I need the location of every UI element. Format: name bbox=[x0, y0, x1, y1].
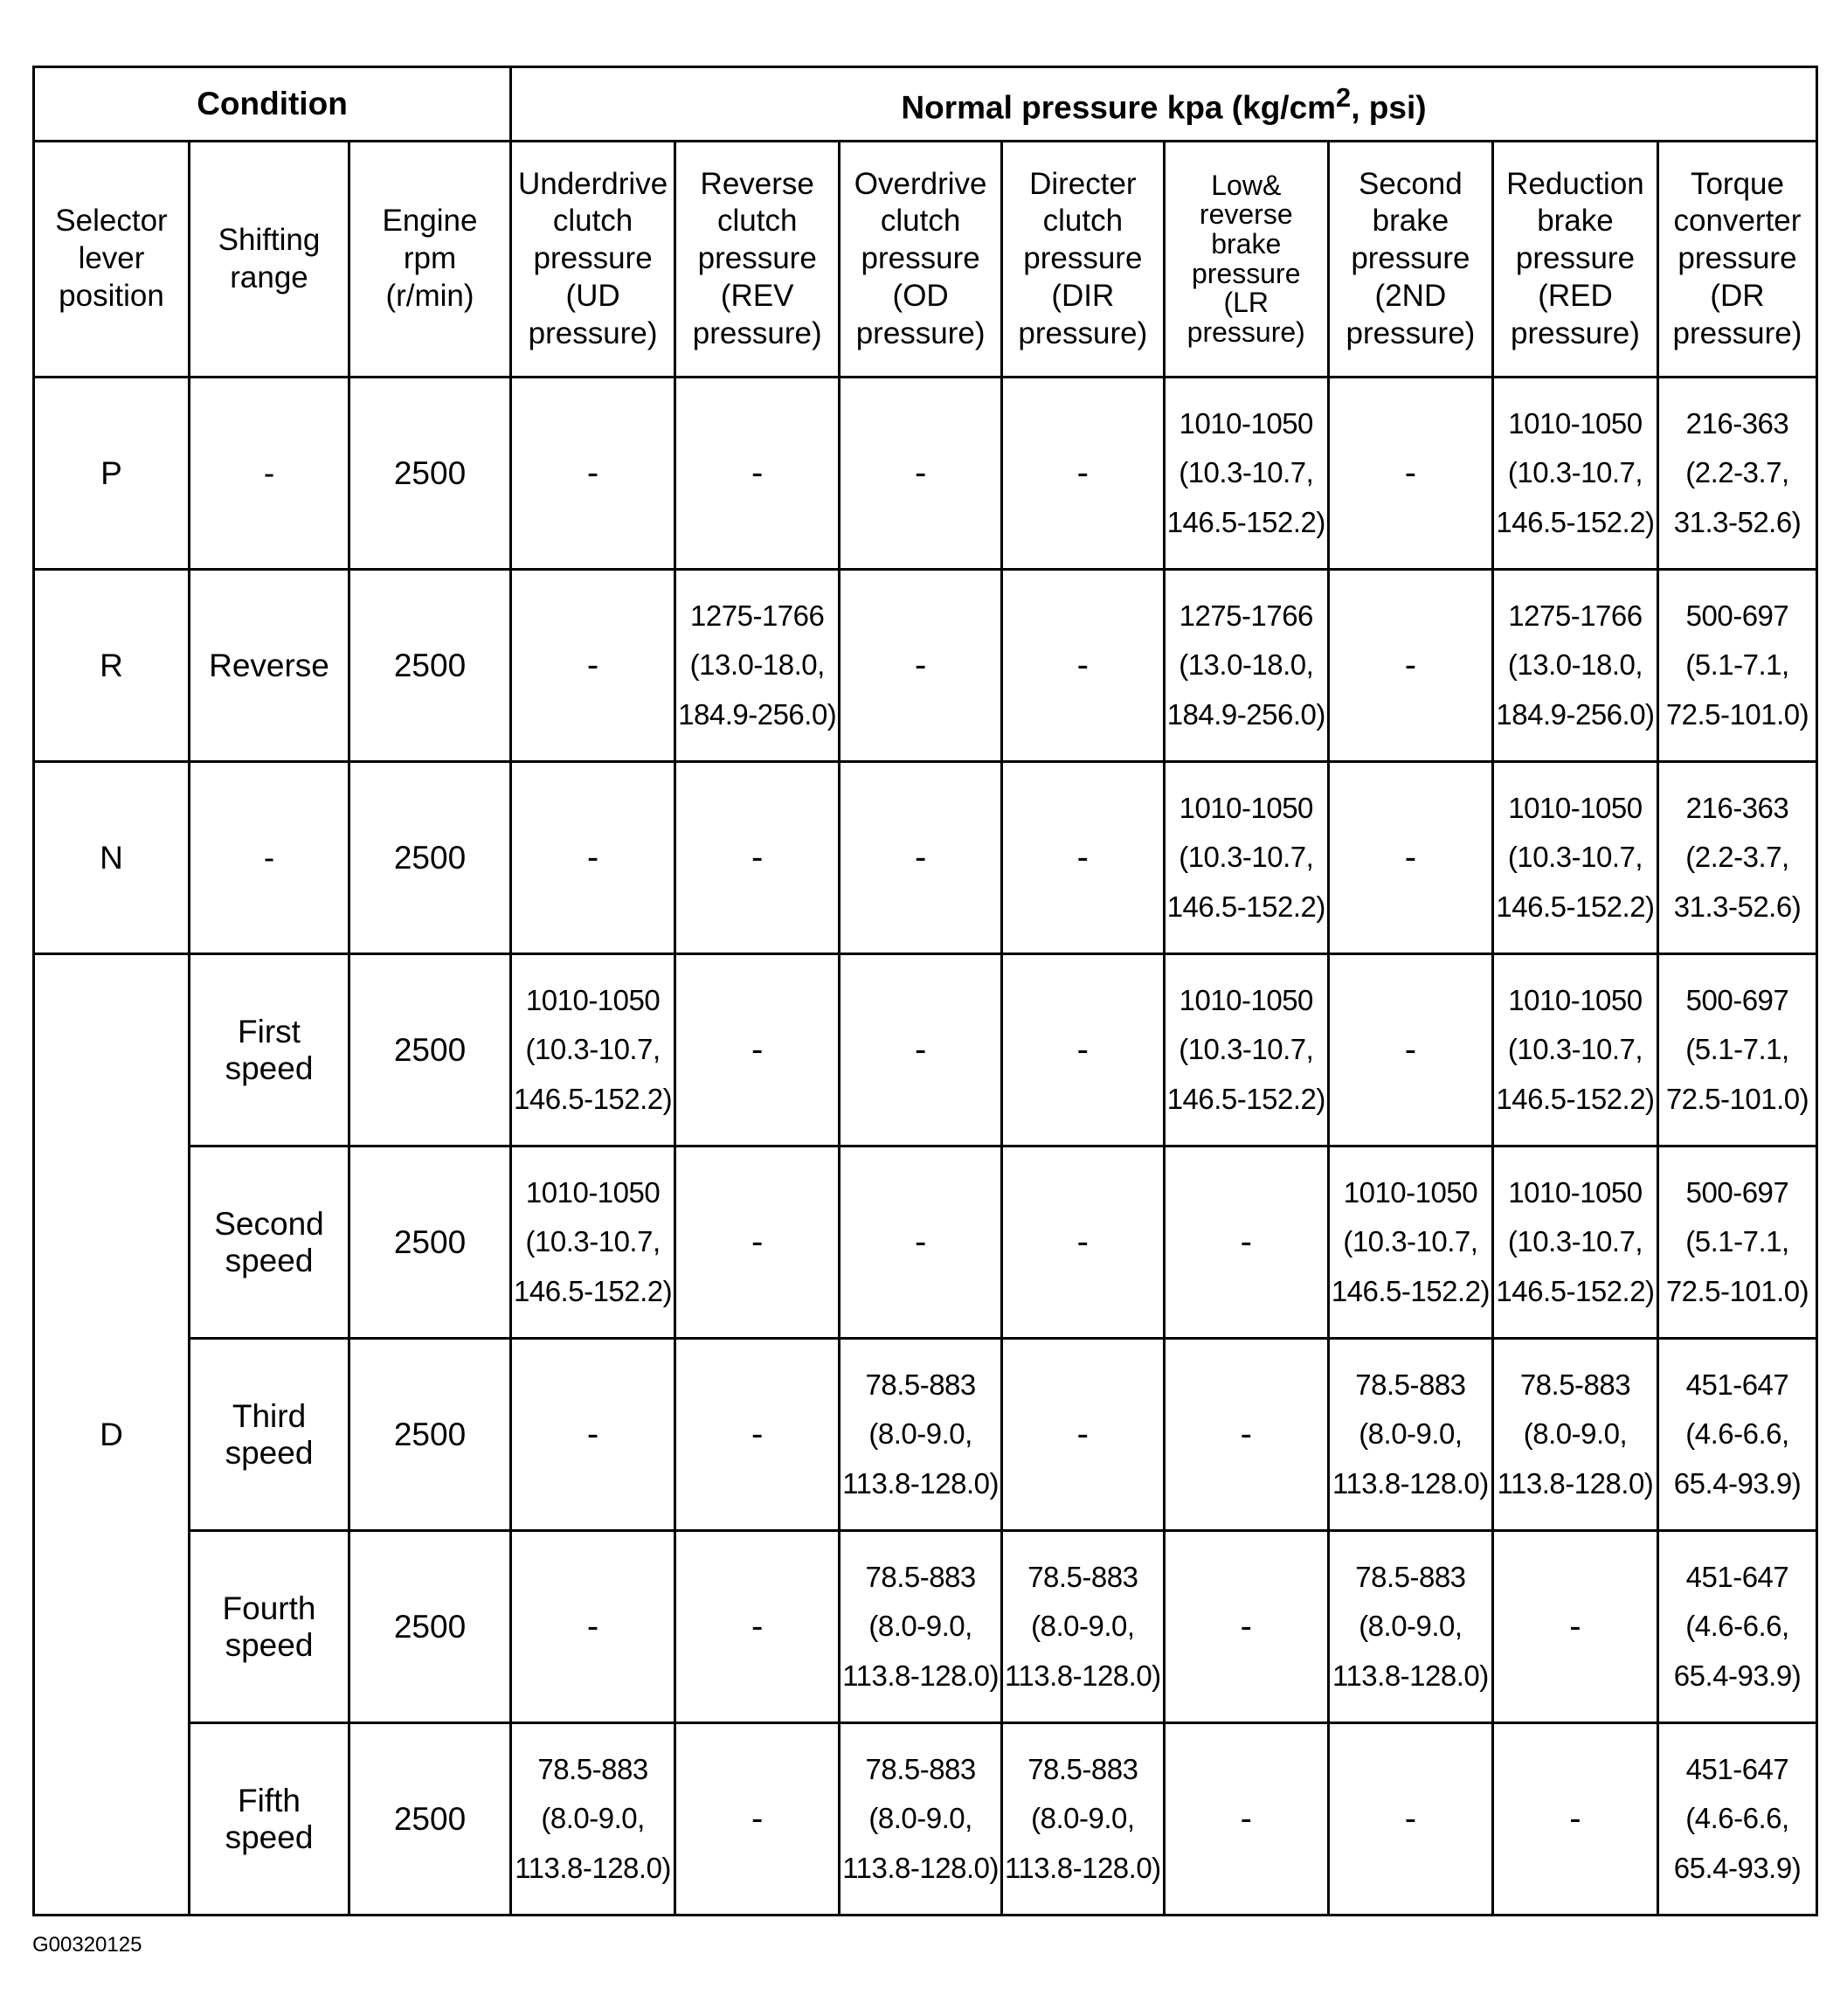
pressure-cell-od bbox=[840, 1147, 1002, 1339]
cell-line: (2ND bbox=[1374, 278, 1447, 313]
column-header-lr bbox=[1164, 142, 1328, 378]
cell-line: pressure) bbox=[1511, 315, 1640, 350]
pressure-cell-red bbox=[1492, 954, 1657, 1147]
engine-rpm-cell: 2500 bbox=[349, 570, 511, 762]
selector-cell: D bbox=[34, 954, 190, 1916]
cell-line: clutch bbox=[552, 204, 633, 239]
cell-line: 78.5-883 bbox=[1519, 1368, 1631, 1402]
cell-line: (10.3-10.7, bbox=[1179, 456, 1314, 489]
cell-line: - bbox=[263, 454, 275, 491]
cell-line: 78.5-883 bbox=[865, 1368, 976, 1402]
pressure-cell-red bbox=[1492, 378, 1657, 570]
column-header-dr bbox=[1657, 142, 1816, 378]
shifting-range-cell bbox=[190, 762, 349, 954]
cell-line: (2.2-3.7, bbox=[1685, 456, 1789, 489]
engine-rpm-cell: 2500 bbox=[349, 378, 511, 570]
cell-line: 146.5-152.2) bbox=[1166, 1082, 1325, 1115]
pressure-cell-lr bbox=[1164, 1339, 1328, 1531]
cell-line: 184.9-256.0) bbox=[1166, 697, 1325, 731]
shifting-range-cell bbox=[190, 1531, 349, 1723]
cell-line: Selector bbox=[55, 204, 168, 239]
cell-line: 113.8-128.0) bbox=[515, 1851, 671, 1884]
engine-rpm-cell: 2500 bbox=[349, 954, 511, 1147]
cell-line: (4.6-6.6, bbox=[1685, 1417, 1789, 1451]
cell-line: - bbox=[914, 1030, 927, 1069]
pressure-cell-second bbox=[1328, 378, 1492, 570]
cell-line: - bbox=[1240, 1607, 1252, 1645]
normal-pressure-superscript: 2 bbox=[1336, 81, 1352, 113]
cell-line: - bbox=[751, 1223, 764, 1261]
cell-line: First bbox=[238, 1013, 301, 1050]
engine-rpm-cell: 2500 bbox=[349, 1147, 511, 1339]
shifting-range-cell bbox=[190, 378, 349, 570]
cell-line: - bbox=[263, 839, 275, 876]
pressure-cell-second bbox=[1328, 570, 1492, 762]
table-row bbox=[34, 1531, 1817, 1723]
pressure-cell-od bbox=[840, 1531, 1002, 1723]
cell-line: pressure bbox=[1678, 241, 1797, 276]
cell-line: speed bbox=[225, 1626, 314, 1663]
cell-line: - bbox=[1076, 1223, 1089, 1261]
cell-line: Fourth bbox=[222, 1590, 316, 1626]
cell-line: pressure bbox=[1351, 241, 1470, 276]
shifting-range-cell bbox=[190, 1723, 349, 1916]
pressure-cell-lr bbox=[1164, 378, 1328, 570]
cell-line: 78.5-883 bbox=[1027, 1753, 1138, 1786]
selector-cell: N bbox=[34, 762, 190, 954]
pressure-cell-ud bbox=[511, 1339, 675, 1531]
cell-line: 146.5-152.2) bbox=[514, 1082, 673, 1115]
cell-line: (8.0-9.0, bbox=[1359, 1610, 1463, 1643]
shifting-range-cell bbox=[190, 1147, 349, 1339]
cell-line: pressure) bbox=[1345, 315, 1476, 350]
cell-line: 113.8-128.0) bbox=[1004, 1851, 1161, 1884]
pressure-cell-second bbox=[1328, 1147, 1492, 1339]
cell-line: clutch bbox=[716, 204, 798, 239]
pressure-table bbox=[32, 66, 1818, 1916]
pressure-cell-red bbox=[1492, 1723, 1657, 1916]
cell-line: (8.0-9.0, bbox=[541, 1802, 645, 1835]
cell-line: 1275-1766 bbox=[1508, 599, 1643, 633]
table-row bbox=[34, 954, 1817, 1147]
cell-line: 1010-1050 bbox=[525, 1176, 661, 1209]
cell-line: 216-363 bbox=[1685, 792, 1789, 825]
cell-line: Underdrive bbox=[517, 166, 668, 201]
pressure-cell-second bbox=[1328, 954, 1492, 1147]
cell-line: (REV bbox=[720, 278, 794, 313]
cell-line: 1275-1766 bbox=[690, 599, 825, 633]
cell-line: speed bbox=[225, 1434, 314, 1471]
cell-line: (r/min) bbox=[385, 278, 474, 313]
column-header-second bbox=[1328, 142, 1492, 378]
column-header-rev bbox=[675, 142, 840, 378]
pressure-cell-rev bbox=[675, 1339, 840, 1531]
cell-line: - bbox=[1076, 646, 1089, 684]
cell-line: (5.1-7.1, bbox=[1685, 1225, 1789, 1258]
cell-line: (5.1-7.1, bbox=[1685, 1033, 1789, 1066]
cell-line: (DIR bbox=[1051, 278, 1115, 313]
cell-line: (UD bbox=[565, 278, 620, 313]
cell-line: (4.6-6.6, bbox=[1685, 1610, 1789, 1643]
normal-pressure-prefix: Normal pressure kpa (kg/cm bbox=[901, 89, 1337, 126]
cell-line: Second bbox=[1359, 166, 1463, 201]
cell-line: - bbox=[586, 646, 599, 684]
table-row bbox=[34, 1147, 1817, 1339]
cell-line: 146.5-152.2) bbox=[1166, 505, 1325, 538]
cell-line: (8.0-9.0, bbox=[868, 1610, 972, 1643]
cell-line: 146.5-152.2) bbox=[1496, 1274, 1655, 1307]
pressure-cell-lr bbox=[1164, 954, 1328, 1147]
cell-line: Torque bbox=[1690, 166, 1784, 201]
pressure-cell-dr bbox=[1657, 570, 1816, 762]
cell-line: - bbox=[751, 454, 764, 492]
column-header-dir bbox=[1001, 142, 1164, 378]
pressure-cell-lr bbox=[1164, 1147, 1328, 1339]
cell-line: 146.5-152.2) bbox=[1166, 890, 1325, 923]
pressure-cell-ud bbox=[511, 954, 675, 1147]
cell-line: - bbox=[914, 1223, 927, 1261]
column-header-row bbox=[34, 142, 1817, 378]
pressure-cell-dr bbox=[1657, 954, 1816, 1147]
cell-line: 184.9-256.0) bbox=[1496, 697, 1655, 731]
cell-line: 500-697 bbox=[1685, 1176, 1789, 1209]
cell-line: 78.5-883 bbox=[537, 1753, 648, 1786]
pressure-cell-dir bbox=[1001, 1723, 1164, 1916]
cell-line: - bbox=[914, 646, 927, 684]
cell-line: 31.3-52.6) bbox=[1673, 505, 1802, 538]
cell-line: pressure bbox=[1515, 241, 1636, 276]
cell-line: 65.4-93.9) bbox=[1673, 1851, 1802, 1884]
engine-rpm-cell: 2500 bbox=[349, 762, 511, 954]
cell-line: 113.8-128.0) bbox=[1332, 1466, 1489, 1500]
cell-line: 451-647 bbox=[1685, 1561, 1789, 1594]
pressure-cell-red bbox=[1492, 1339, 1657, 1531]
cell-line: (8.0-9.0, bbox=[1523, 1417, 1628, 1451]
cell-line: - bbox=[1404, 454, 1417, 492]
cell-line: (LR bbox=[1223, 287, 1269, 319]
cell-line: brake bbox=[1211, 227, 1282, 260]
pressure-cell-rev bbox=[675, 1147, 840, 1339]
cell-line: 78.5-883 bbox=[865, 1561, 976, 1594]
normal-pressure-header bbox=[511, 67, 1817, 142]
column-header-rpm bbox=[349, 142, 511, 378]
cell-line: Reduction bbox=[1506, 166, 1644, 201]
cell-line: (8.0-9.0, bbox=[1031, 1802, 1135, 1835]
pressure-cell-lr bbox=[1164, 1531, 1328, 1723]
pressure-cell-red bbox=[1492, 570, 1657, 762]
cell-line: pressure) bbox=[692, 315, 822, 350]
cell-line: (13.0-18.0, bbox=[689, 648, 825, 682]
pressure-cell-od bbox=[840, 1723, 1002, 1916]
cell-line: (5.1-7.1, bbox=[1685, 648, 1789, 682]
cell-line: - bbox=[1240, 1223, 1252, 1261]
cell-line: - bbox=[586, 454, 599, 492]
cell-line: 78.5-883 bbox=[1355, 1368, 1466, 1402]
cell-line: 113.8-128.0) bbox=[1004, 1659, 1161, 1692]
pressure-cell-ud bbox=[511, 1147, 675, 1339]
pressure-cell-dr bbox=[1657, 1531, 1816, 1723]
pressure-cell-dr bbox=[1657, 762, 1816, 954]
cell-line: (8.0-9.0, bbox=[868, 1802, 972, 1835]
cell-line: converter bbox=[1673, 204, 1802, 239]
cell-line: - bbox=[914, 454, 927, 492]
table-row bbox=[34, 1339, 1817, 1531]
pressure-cell-rev bbox=[675, 1531, 840, 1723]
pressure-cell-second bbox=[1328, 1531, 1492, 1723]
cell-line: pressure bbox=[533, 241, 653, 276]
cell-line: Shifting bbox=[218, 222, 321, 257]
cell-line: (4.6-6.6, bbox=[1685, 1802, 1789, 1835]
pressure-cell-rev bbox=[675, 762, 840, 954]
column-header-selector bbox=[34, 142, 190, 378]
pressure-cell-od bbox=[840, 1339, 1002, 1531]
cell-line: position bbox=[59, 278, 164, 313]
cell-line: (13.0-18.0, bbox=[1179, 648, 1314, 682]
cell-line: 78.5-883 bbox=[1355, 1561, 1466, 1594]
cell-line: 451-647 bbox=[1685, 1753, 1789, 1786]
cell-line: - bbox=[1240, 1799, 1252, 1838]
pressure-cell-dir bbox=[1001, 378, 1164, 570]
cell-line: 113.8-128.0) bbox=[1497, 1466, 1654, 1500]
selector-cell: R bbox=[34, 570, 190, 762]
pressure-cell-second bbox=[1328, 762, 1492, 954]
pressure-cell-red bbox=[1492, 1531, 1657, 1723]
cell-line: 1010-1050 bbox=[1179, 984, 1313, 1017]
cell-line: 1275-1766 bbox=[1179, 599, 1313, 633]
cell-line: (10.3-10.7, bbox=[1507, 456, 1643, 489]
pressure-cell-dr bbox=[1657, 378, 1816, 570]
cell-line: 72.5-101.0) bbox=[1665, 697, 1809, 731]
cell-line: (DR bbox=[1710, 278, 1765, 313]
pressure-cell-ud bbox=[511, 570, 675, 762]
cell-line: clutch bbox=[1042, 204, 1124, 239]
pressure-cell-lr bbox=[1164, 762, 1328, 954]
cell-line: - bbox=[586, 838, 599, 876]
pressure-cell-second bbox=[1328, 1723, 1492, 1916]
pressure-cell-dr bbox=[1657, 1147, 1816, 1339]
cell-line: - bbox=[1569, 1607, 1581, 1645]
cell-line: 113.8-128.0) bbox=[842, 1659, 999, 1692]
pressure-cell-dir bbox=[1001, 1531, 1164, 1723]
engine-rpm-cell: 2500 bbox=[349, 1531, 511, 1723]
pressure-cell-dir bbox=[1001, 1147, 1164, 1339]
cell-line: speed bbox=[225, 1242, 314, 1278]
cell-line: Overdrive bbox=[854, 166, 987, 201]
cell-line: - bbox=[1076, 454, 1089, 492]
cell-line: 78.5-883 bbox=[1027, 1561, 1138, 1594]
cell-line: - bbox=[751, 1030, 764, 1069]
table-body bbox=[34, 378, 1817, 1916]
pressure-cell-ud bbox=[511, 1531, 675, 1723]
cell-line: 500-697 bbox=[1685, 599, 1789, 633]
pressure-cell-dir bbox=[1001, 1339, 1164, 1531]
cell-line: 1010-1050 bbox=[1508, 407, 1643, 440]
cell-line: - bbox=[1404, 838, 1417, 876]
cell-line: pressure bbox=[861, 241, 980, 276]
cell-line: (10.3-10.7, bbox=[1507, 1033, 1643, 1066]
cell-line: - bbox=[914, 838, 927, 876]
pressure-cell-lr bbox=[1164, 570, 1328, 762]
engine-rpm-cell: 2500 bbox=[349, 1339, 511, 1531]
cell-line: Directer bbox=[1029, 166, 1137, 201]
cell-line: rpm bbox=[403, 241, 457, 276]
cell-line: pressure bbox=[1023, 241, 1143, 276]
pressure-cell-od bbox=[840, 954, 1002, 1147]
cell-line: - bbox=[751, 838, 764, 876]
cell-line: - bbox=[586, 1607, 599, 1645]
cell-line: 216-363 bbox=[1685, 407, 1789, 440]
cell-line: (10.3-10.7, bbox=[1179, 841, 1314, 874]
pressure-cell-od bbox=[840, 570, 1002, 762]
pressure-cell-dir bbox=[1001, 762, 1164, 954]
table-row bbox=[34, 1723, 1817, 1916]
table-row bbox=[34, 378, 1817, 570]
cell-line: pressure) bbox=[855, 315, 986, 350]
cell-line: - bbox=[751, 1415, 764, 1453]
cell-line: lever bbox=[78, 241, 145, 276]
cell-line: Reverse bbox=[209, 647, 329, 683]
cell-line: - bbox=[1404, 1030, 1417, 1069]
cell-line: (10.3-10.7, bbox=[525, 1033, 661, 1066]
cell-line: range bbox=[230, 260, 308, 294]
cell-line: - bbox=[1076, 838, 1089, 876]
cell-line: 146.5-152.2) bbox=[1496, 1082, 1655, 1115]
cell-line: (8.0-9.0, bbox=[1031, 1610, 1135, 1643]
cell-line: (10.3-10.7, bbox=[1507, 841, 1643, 874]
cell-line: (2.2-3.7, bbox=[1685, 841, 1789, 874]
cell-line: - bbox=[1569, 1799, 1581, 1838]
cell-line: 1010-1050 bbox=[1343, 1176, 1478, 1209]
cell-line: 184.9-256.0) bbox=[678, 697, 837, 731]
condition-header: Condition bbox=[34, 67, 511, 142]
cell-line: (10.3-10.7, bbox=[1179, 1033, 1314, 1066]
cell-line: 451-647 bbox=[1685, 1368, 1789, 1402]
cell-line: pressure bbox=[1192, 257, 1301, 289]
cell-line: (8.0-9.0, bbox=[1359, 1417, 1463, 1451]
cell-line: 31.3-52.6) bbox=[1673, 890, 1802, 923]
cell-line: (10.3-10.7, bbox=[1343, 1225, 1478, 1258]
cell-line: - bbox=[751, 1799, 764, 1838]
column-header-red bbox=[1492, 142, 1657, 378]
cell-line: pressure) bbox=[1672, 315, 1802, 350]
cell-line: brake bbox=[1537, 204, 1614, 239]
selector-cell: P bbox=[34, 378, 190, 570]
pressure-cell-ud bbox=[511, 762, 675, 954]
cell-line: 1010-1050 bbox=[1508, 984, 1643, 1017]
pressure-cell-red bbox=[1492, 762, 1657, 954]
cell-line: brake bbox=[1372, 204, 1449, 239]
cell-line: 78.5-883 bbox=[865, 1753, 976, 1786]
cell-line: 1010-1050 bbox=[1508, 1176, 1643, 1209]
pressure-cell-red bbox=[1492, 1147, 1657, 1339]
cell-line: Third bbox=[232, 1397, 307, 1434]
pressure-cell-ud bbox=[511, 1723, 675, 1916]
pressure-cell-dir bbox=[1001, 570, 1164, 762]
figure-code: G00320125 bbox=[32, 1933, 142, 1957]
cell-line: (10.3-10.7, bbox=[1507, 1225, 1643, 1258]
cell-line: Fifth bbox=[238, 1782, 301, 1819]
cell-line: 113.8-128.0) bbox=[842, 1851, 999, 1884]
cell-line: - bbox=[586, 1415, 599, 1453]
cell-line: (OD bbox=[892, 278, 949, 313]
pressure-cell-rev bbox=[675, 954, 840, 1147]
cell-line: reverse bbox=[1199, 198, 1293, 231]
cell-line: 72.5-101.0) bbox=[1665, 1082, 1809, 1115]
cell-line: 65.4-93.9) bbox=[1673, 1659, 1802, 1692]
cell-line: 146.5-152.2) bbox=[1496, 505, 1655, 538]
cell-line: 1010-1050 bbox=[1179, 792, 1313, 825]
pressure-cell-rev bbox=[675, 570, 840, 762]
cell-line: 1010-1050 bbox=[1179, 407, 1313, 440]
cell-line: 72.5-101.0) bbox=[1665, 1274, 1809, 1307]
cell-line: Low& bbox=[1211, 169, 1282, 201]
cell-line: (RED bbox=[1538, 278, 1613, 313]
cell-line: pressure) bbox=[1018, 315, 1148, 350]
engine-rpm-cell: 2500 bbox=[349, 1723, 511, 1916]
cell-line: speed bbox=[225, 1819, 314, 1855]
cell-line: - bbox=[1404, 646, 1417, 684]
pressure-cell-rev bbox=[675, 1723, 840, 1916]
cell-line: clutch bbox=[880, 204, 961, 239]
pressure-cell-dir bbox=[1001, 954, 1164, 1147]
cell-line: - bbox=[1404, 1799, 1417, 1838]
shifting-range-cell bbox=[190, 1339, 349, 1531]
cell-line: speed bbox=[225, 1050, 314, 1086]
pressure-cell-ud bbox=[511, 378, 675, 570]
cell-line: 113.8-128.0) bbox=[1332, 1659, 1489, 1692]
cell-line: 146.5-152.2) bbox=[1496, 890, 1655, 923]
shifting-range-cell bbox=[190, 570, 349, 762]
normal-pressure-suffix: , psi) bbox=[1351, 89, 1427, 126]
table-row bbox=[34, 762, 1817, 954]
cell-line: Second bbox=[214, 1205, 324, 1242]
table-row bbox=[34, 570, 1817, 762]
cell-line: pressure) bbox=[1186, 315, 1305, 348]
cell-line: Engine bbox=[382, 204, 478, 239]
column-header-range bbox=[190, 142, 349, 378]
cell-line: 113.8-128.0) bbox=[842, 1466, 999, 1500]
cell-line: 146.5-152.2) bbox=[1331, 1274, 1490, 1307]
pressure-cell-dr bbox=[1657, 1339, 1816, 1531]
shifting-range-cell bbox=[190, 954, 349, 1147]
cell-line: pressure bbox=[697, 241, 817, 276]
cell-line: 500-697 bbox=[1685, 984, 1789, 1017]
pressure-cell-od bbox=[840, 762, 1002, 954]
cell-line: 146.5-152.2) bbox=[514, 1274, 673, 1307]
cell-line: - bbox=[751, 1607, 764, 1645]
cell-line: 1010-1050 bbox=[525, 984, 661, 1017]
cell-line: (13.0-18.0, bbox=[1507, 648, 1643, 682]
column-header-od bbox=[840, 142, 1002, 378]
cell-line: 1010-1050 bbox=[1508, 792, 1643, 825]
cell-line: - bbox=[1240, 1415, 1252, 1453]
cell-line: (10.3-10.7, bbox=[525, 1225, 661, 1258]
cell-line: - bbox=[1076, 1030, 1089, 1069]
pressure-cell-od bbox=[840, 378, 1002, 570]
column-header-ud bbox=[511, 142, 675, 378]
cell-line: pressure) bbox=[528, 315, 658, 350]
cell-line: 65.4-93.9) bbox=[1673, 1466, 1802, 1500]
pressure-cell-lr bbox=[1164, 1723, 1328, 1916]
cell-line: (8.0-9.0, bbox=[868, 1417, 972, 1451]
group-header-row bbox=[34, 67, 1817, 142]
pressure-cell-second bbox=[1328, 1339, 1492, 1531]
cell-line: Reverse bbox=[700, 166, 814, 201]
pressure-cell-rev bbox=[675, 378, 840, 570]
pressure-cell-dr bbox=[1657, 1723, 1816, 1916]
cell-line: - bbox=[1076, 1415, 1089, 1453]
